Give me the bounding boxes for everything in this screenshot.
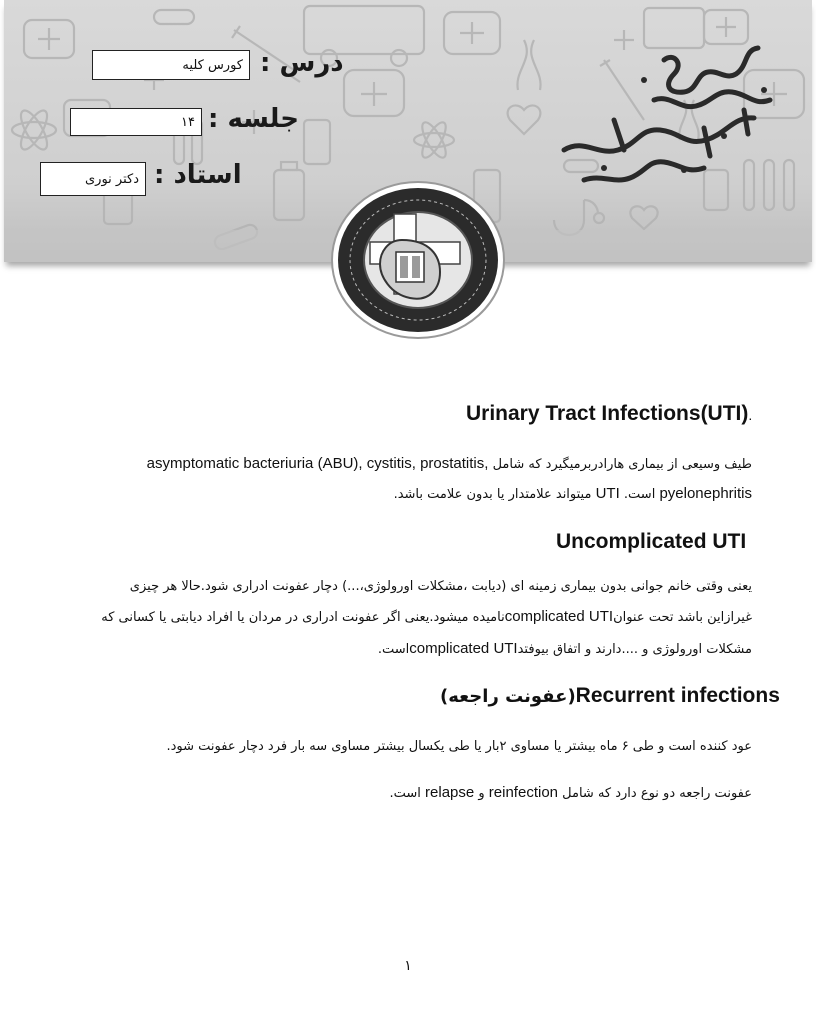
heading-uti-text: Urinary Tract Infections(UTI) [466, 402, 749, 425]
uncomplicated-l2-fa1: غیرازاین باشد تحت عنوان [613, 610, 752, 625]
course-field: کورس کلیه [92, 50, 250, 80]
calligraphy-logo [544, 40, 804, 190]
teacher-field: دکتر نوری [40, 162, 146, 196]
uti-p-fa2: است. [619, 487, 660, 502]
uti-p-fa1: طیف وسیعی از بیماری هارادربرمیگیرد که شامل [488, 457, 752, 472]
recurrent-types-fa1: عفونت راجعه دو نوع دارد که شامل [558, 786, 752, 801]
course-label: درس : [260, 48, 344, 78]
university-seal-logo [330, 180, 506, 340]
heading-recurrent-en: Recurrent infections [575, 684, 780, 707]
uncomplicated-line2 [52, 604, 752, 631]
uti-p-fa3: میتواند علامتدار یا بدون علامت باشد. [393, 487, 596, 502]
section-heading-uti [466, 402, 752, 426]
uncomplicated-line3 [52, 636, 752, 663]
teacher-label: استاد : [154, 160, 242, 190]
recurrent-types-en2: relapse [425, 784, 475, 801]
uti-p-en3: UTI [595, 485, 620, 502]
uncomplicated-l2-en: complicated UTI [504, 608, 614, 625]
uncomplicated-l3-fa1: مشکلات اورولوژی و ....دارند و اتفاق بیوفتد [517, 642, 752, 657]
recurrent-paragraph: عود کننده است و طی ۶ ماه بیشتر یا مساوی ۲بار یا طی یکسال بیشتر مساوی سه بار فرد دچار عفونت شود. [166, 739, 752, 754]
uncomplicated-l3-en: complicated UTI [409, 640, 518, 657]
recurrent-types-fa2: و [474, 786, 489, 801]
heading-recurrent-fa: (عفونت راجعه) [440, 686, 576, 707]
heading-uti-dot: . [748, 407, 753, 423]
uncomplicated-l3-fa2: است. [377, 642, 410, 657]
uncomplicated-l2-fa2: نامیده میشود.یعنی اگر عفونت ادراری در مردان یا افراد دیابتی یا کسانی که [101, 610, 505, 625]
recurrent-types-fa3: است. [389, 786, 426, 801]
uncomplicated-line1: یعنی وقتی خانم جوانی بدون بیماری زمینه ای (دیابت ،مشکلات اورولوژی،...) دچار عفونت ادراری شود.حالا هر چیزی [129, 579, 752, 594]
uti-paragraph-line2 [52, 481, 752, 508]
recurrent-types-paragraph [52, 780, 752, 807]
section-heading-recurrent [440, 684, 780, 708]
page-number: ۱ [404, 958, 412, 974]
uti-paragraph-line1 [52, 451, 752, 478]
uti-p-en2: pyelonephritis [659, 485, 752, 502]
recurrent-types-en1: reinfection [488, 784, 559, 801]
section-heading-uncomplicated: Uncomplicated UTI [556, 530, 747, 553]
uti-p-en1: asymptomatic bacteriuria (ABU), cystitis, prostatitis, [146, 455, 489, 472]
session-field: ۱۴ [70, 108, 202, 136]
session-label: جلسه : [208, 104, 300, 134]
